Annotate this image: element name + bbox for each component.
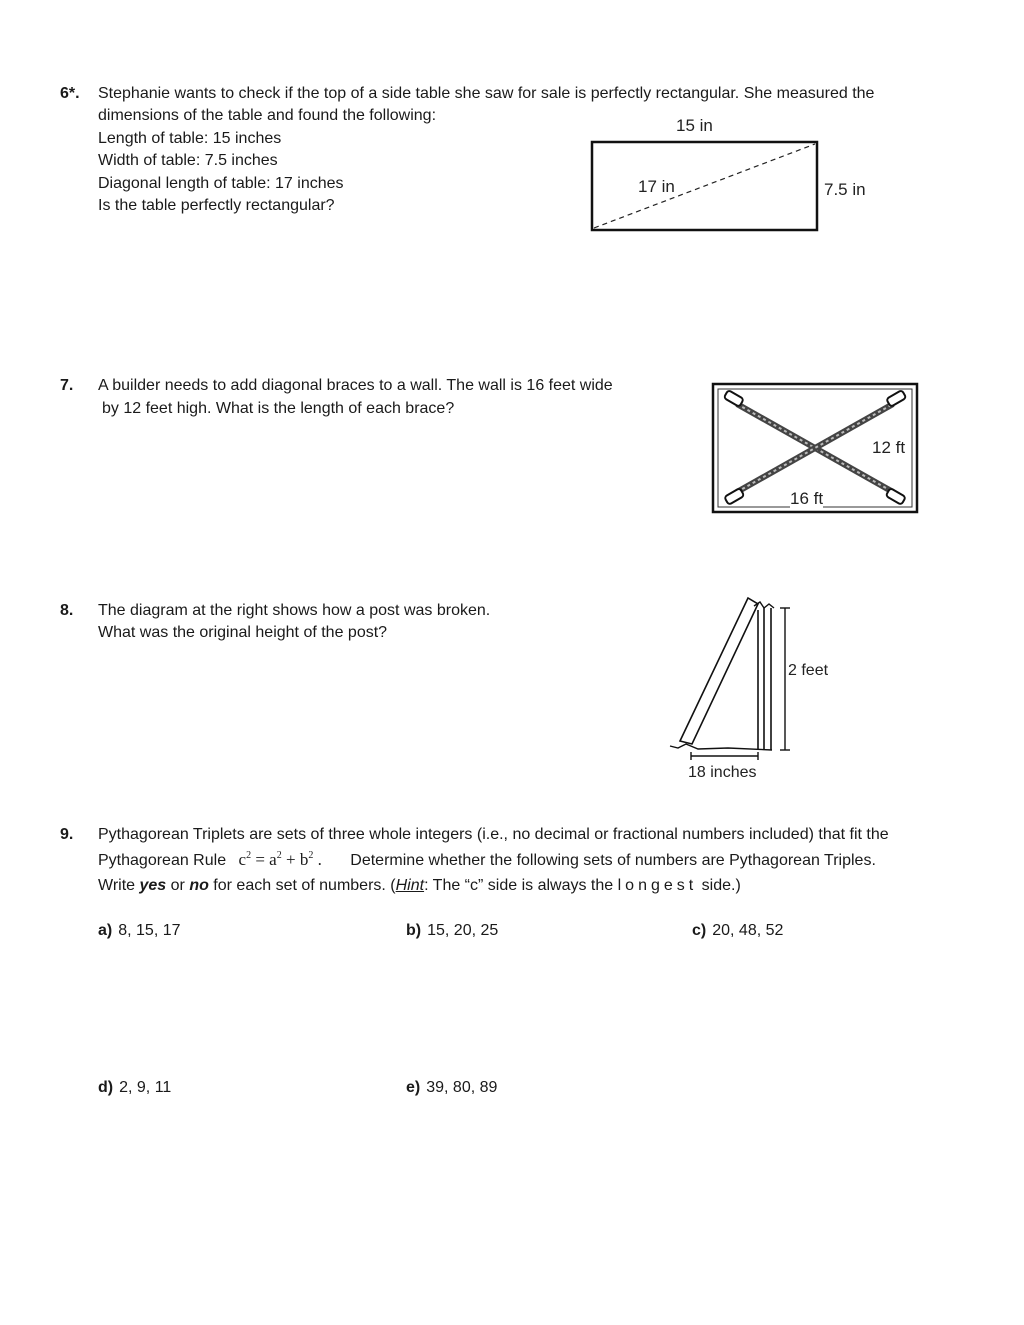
- question-6-width: Width of table: 7.5 inches: [98, 152, 278, 169]
- longest-word: longest: [617, 877, 698, 894]
- hint-label: Hint: [395, 877, 425, 894]
- question-6-diagonal: Diagonal length of table: 17 inches: [98, 175, 344, 192]
- rule-after-text: Determine whether the following sets of numbers are Pythagorean Triples.: [350, 852, 876, 869]
- question-6-number: 6*.: [60, 85, 80, 102]
- question-9-rule-line: [98, 849, 876, 872]
- question-8-number: 8.: [60, 602, 74, 619]
- question-6-text-line1: Stephanie wants to check if the top of a side table she saw for sale is perfectly rectangular. She measured the: [98, 85, 875, 102]
- choice-a: a) 8, 15, 17: [98, 922, 181, 939]
- choice-b: b) 15, 20, 25: [406, 922, 499, 939]
- choice-c: c) 20, 48, 52: [692, 922, 784, 939]
- broken-post-diagram: [668, 596, 798, 766]
- wall-height-label: 12 ft: [872, 438, 906, 457]
- question-6-length: Length of table: 15 inches: [98, 130, 282, 147]
- post-base-label: 18 inches: [688, 764, 757, 781]
- table-length-label: 15 in: [676, 116, 713, 135]
- rule-label: Pythagorean Rule: [98, 852, 227, 869]
- question-6-question: Is the table perfectly rectangular?: [98, 197, 335, 214]
- choice-d: d) 2, 9, 11: [98, 1079, 172, 1096]
- question-8-text-line2: What was the original height of the post?: [98, 624, 388, 641]
- table-width-label: 7.5 in: [824, 180, 866, 199]
- question-8-text-line1: The diagram at the right shows how a post was broken.: [98, 602, 491, 619]
- table-rectangle-diagram: [590, 140, 820, 232]
- question-7-number: 7.: [60, 377, 74, 394]
- choice-e: e) 39, 80, 89: [406, 1079, 498, 1096]
- question-9-text-line1: Pythagorean Triplets are sets of three whole integers (i.e., no decimal or fractional numbers included) that fit the: [98, 826, 889, 843]
- wall-width-label: 16 ft: [790, 489, 824, 508]
- post-height-label: 2 feet: [788, 662, 829, 679]
- question-7-text-line1: A builder needs to add diagonal braces to a wall. The wall is 16 feet wide: [98, 377, 613, 394]
- question-6-text-line2: dimensions of the table and found the following:: [98, 107, 437, 124]
- question-9-instruction: Write yes or no for each set of numbers. (Hint: The “c” side is always the longest side.): [98, 877, 741, 894]
- pythagorean-formula: $c^2 = a^2 + b^2$ .: [238, 850, 322, 869]
- question-9-number: 9.: [60, 826, 74, 843]
- table-diagonal-label: 17 in: [638, 177, 675, 196]
- question-7-text-line2: by 12 feet high. What is the length of each brace?: [102, 400, 455, 417]
